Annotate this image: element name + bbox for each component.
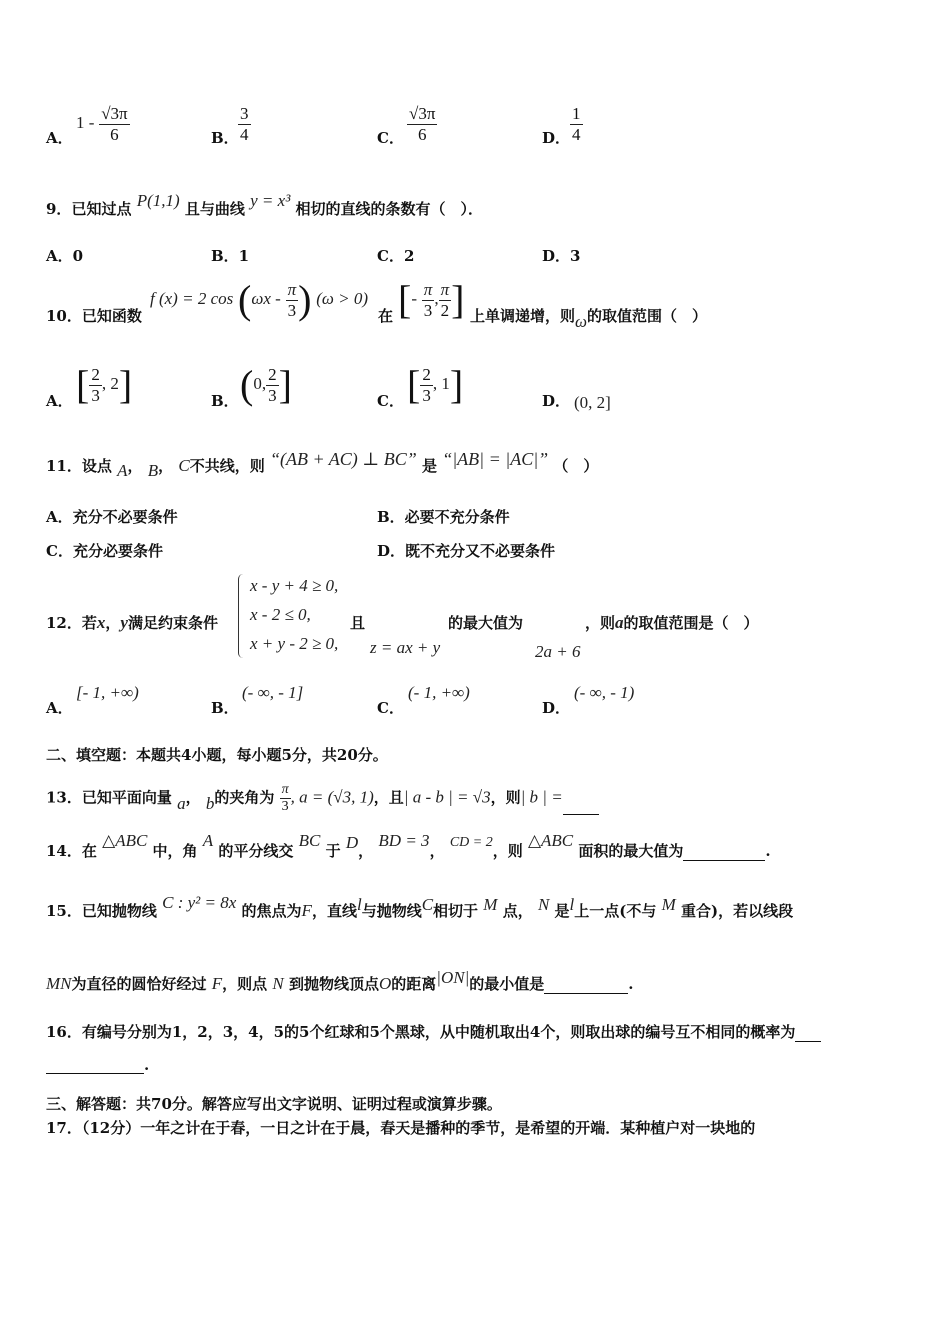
q9-option-b: B．1 bbox=[211, 247, 250, 265]
constraint-2: x - 2 ≤ 0, bbox=[250, 605, 311, 624]
q12-option-d-value: (- ∞, - 1) bbox=[574, 683, 635, 702]
q8-option-b: B． bbox=[211, 129, 239, 147]
answer-blank-16a[interactable] bbox=[795, 1041, 821, 1042]
q8-option-d-value: $\frac{1}{4}$ bbox=[572, 104, 581, 144]
q11-option-d: D．既不充分又不必要条件 bbox=[377, 542, 556, 560]
q9-option-a: A．0 bbox=[46, 247, 84, 265]
q10-option-b: B． bbox=[211, 392, 239, 410]
constraint-brace bbox=[238, 574, 243, 658]
section-3-heading: 三、解答题：共70分。解答应写出文字说明、证明过程或演算步骤。 bbox=[46, 1095, 502, 1113]
question-9: 9．已知过点 P(1,1) 且与曲线 y = x³ 相切的直线的条数有（ ）． bbox=[46, 191, 484, 218]
q10-option-a-value: [ $\frac{2}{3}$ , 2] bbox=[76, 362, 133, 408]
q9-option-d: D．3 bbox=[542, 247, 581, 265]
question-15-line-1: 15．已知抛物线 C : y² = 8x 的焦点为F，直线l与抛物线C相切于 M 点， N 是l上一点(不与 M 重合)，若以线段 bbox=[46, 893, 794, 920]
q8-option-b-value: $\frac{3}{4}$ bbox=[240, 104, 249, 144]
q8-option-d: D． bbox=[542, 129, 571, 147]
question-12-and: 且 bbox=[350, 614, 366, 632]
question-15-line-2: MN为直径的圆恰好经过 F，则点 N 到抛物线顶点O的距离|ON|的最小值是 . bbox=[46, 968, 634, 993]
objective-z: z = ax + y bbox=[370, 638, 441, 657]
answer-blank-15[interactable] bbox=[544, 993, 628, 994]
max-value: 2a + 6 bbox=[535, 642, 581, 661]
question-14: 14．在 △ABC 中，角 A 的平分线交 BC 于 D， BD = 3， CD = 2，则 △ABC 面积的最大值为 . bbox=[46, 831, 771, 860]
question-10-text: 上单调递增，则ω的取值范围（ ） bbox=[470, 307, 708, 331]
question-10-interval: [- $\frac{\pi}{3}$ , $\frac{\pi}{2}$ ] bbox=[398, 277, 465, 323]
q11-option-c: C．充分必要条件 bbox=[46, 542, 163, 560]
q12-option-a: A． bbox=[46, 699, 73, 717]
question-12-label: 12．若x，y满足约束条件 bbox=[46, 613, 218, 632]
answer-blank-14[interactable] bbox=[683, 860, 765, 861]
q12-option-b: B． bbox=[211, 699, 239, 717]
q10-option-a: A． bbox=[46, 392, 73, 410]
question-10-in: 在 bbox=[378, 307, 394, 325]
question-13: 13．已知平面向量 a， b的夹角为 $\frac{\pi}{3}$ , a = (√3, 1)，且| a - b | = √3，则| b | = bbox=[46, 782, 599, 815]
question-12-max-text: 的最大值为 bbox=[448, 614, 524, 632]
section-2-heading: 二、填空题：本题共4小题，每小题5分，共20分。 bbox=[46, 746, 388, 764]
answer-blank-16b[interactable] bbox=[46, 1073, 144, 1074]
q8-option-c: C． bbox=[377, 129, 404, 147]
q12-option-c-value: (- 1, +∞) bbox=[408, 683, 470, 702]
question-16-continued: . bbox=[46, 1056, 149, 1074]
q10-option-b-value: (0, $\frac{2}{3}$ ] bbox=[240, 362, 292, 408]
q10-option-c: C． bbox=[377, 392, 404, 410]
q12-option-b-value: (- ∞, - 1] bbox=[242, 683, 304, 702]
constraint-1: x - y + 4 ≥ 0, bbox=[250, 576, 339, 595]
q10-option-d-value: (0, 2] bbox=[574, 393, 611, 412]
q11-option-a: A．充分不必要条件 bbox=[46, 508, 178, 526]
question-11: 11．设点 A， B， C不共线，则 “(AB + AC) ⊥ BC” 是 “|AB| = |AC|” （ ） bbox=[46, 449, 599, 480]
q10-option-c-value: [ $\frac{2}{3}$ , 1] bbox=[407, 362, 464, 408]
answer-blank-13[interactable] bbox=[563, 814, 599, 815]
question-10-function: f (x) = 2 cos (ωx - $\frac{\pi}{3}$ ) (ω > 0) bbox=[150, 277, 369, 323]
constraint-3: x + y - 2 ≥ 0, bbox=[250, 634, 339, 653]
q8-option-c-value: $\frac{√3\pi}{6}$ bbox=[409, 104, 436, 144]
question-16: 16．有编号分别为1，2，3，4，5的5个红球和5个黑球，从中随机取出4个，则取出球的编号互不相同的概率为 bbox=[46, 1021, 821, 1042]
question-10-label: 10．已知函数 bbox=[46, 307, 142, 325]
q8-option-a-value: 1 - $\frac{√3\pi}{6}$ bbox=[76, 104, 128, 144]
q10-option-d: D． bbox=[542, 392, 571, 410]
q12-option-a-value: [- 1, +∞) bbox=[76, 683, 139, 702]
q12-option-c: C． bbox=[377, 699, 404, 717]
question-12-text: ，则a的取值范围是（ ） bbox=[585, 613, 759, 632]
q8-option-a: A． bbox=[46, 129, 73, 147]
q9-option-c: C．2 bbox=[377, 247, 415, 265]
q12-option-d: D． bbox=[542, 699, 571, 717]
q11-option-b: B．必要不充分条件 bbox=[377, 508, 510, 526]
question-17: 17．（12分）一年之计在于春，一日之计在于晨，春天是播种的季节，是希望的开端．某种植户对一块地的 bbox=[46, 1119, 756, 1137]
